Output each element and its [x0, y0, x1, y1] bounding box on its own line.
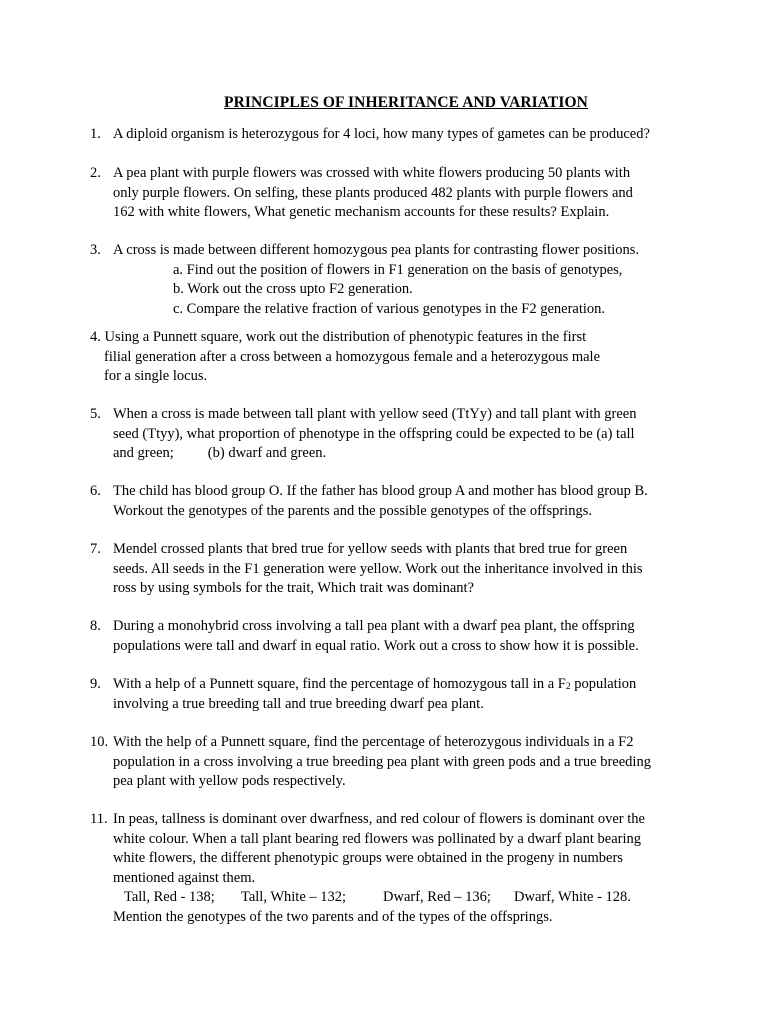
question-number: 7. — [90, 541, 101, 557]
question-text: During a monohybrid cross involving a tall pea plant with a dwarf pea plant, the offspring — [113, 618, 635, 634]
question-text: A pea plant with purple flowers was crossed with white flowers producing 50 plants with — [113, 165, 631, 181]
question-1 — [90, 125, 690, 145]
question-text: populations were tall and dwarf in equal ratio. Work out a cross to show how it is possible. — [113, 637, 639, 654]
question-text: and green; — [113, 445, 174, 461]
question-text: population — [570, 676, 637, 692]
question-2 — [90, 164, 690, 223]
question-text: population in a cross involving a true breeding pea plant with green pods and a true breeding — [113, 753, 651, 770]
count-dwarf-red: Dwarf, Red – 136; — [383, 889, 491, 905]
question-text: With a help of a Punnett square, find the percentage of homozygous tall in a F — [113, 676, 566, 692]
question-text: white colour. When a tall plant bearing red flowers was pollinated by a dwarf plant bearing — [113, 830, 642, 847]
question-text: Workout the genotypes of the parents and the possible genotypes of the offsprings. — [113, 502, 592, 519]
subscript: 2 — [565, 682, 571, 692]
question-text: In peas, tallness is dominant over dwarfness, and red colour of flowers is dominant over the — [113, 811, 645, 827]
question-8 — [90, 617, 690, 656]
question-number: 4. — [90, 329, 101, 345]
question-text: A cross is made between different homozygous pea plants for contrasting flower positions. — [113, 242, 640, 258]
question-number: 11. — [90, 811, 108, 827]
question-6 — [90, 482, 690, 521]
question-text: involving a true breeding tall and true breeding dwarf pea plant. — [113, 695, 484, 712]
sub-question-b: b. Work out the cross upto F2 generation. — [173, 281, 413, 297]
sub-question-a: a. Find out the position of flowers in F1 generation on the basis of genotypes, — [173, 261, 623, 278]
question-4 — [90, 328, 690, 387]
question-text: white flowers, the different phenotypic groups were obtained in the progeny in numbers — [113, 850, 623, 866]
question-text: seeds. All seeds in the F1 generation were yellow. Work out the inheritance involved in this — [113, 560, 643, 577]
count-tall-red: Tall, Red - 138; — [124, 889, 215, 905]
question-text: only purple flowers. On selfing, these plants produced 482 plants with purple flowers and — [113, 184, 633, 201]
question-5 — [90, 405, 690, 464]
question-text: seed (Ttyy), what proportion of phenotype in the offspring could be expected to be (a) tall — [113, 425, 635, 442]
question-number: 5. — [90, 406, 101, 422]
question-text: mentioned against them. — [113, 869, 256, 886]
question-number: 6. — [90, 483, 101, 499]
question-9 — [90, 675, 690, 714]
question-text: With the help of a Punnett square, find the percentage of heterozygous individuals in a F2 — [113, 734, 634, 750]
sub-question-c: c. Compare the relative fraction of various genotypes in the F2 generation. — [173, 300, 606, 317]
question-text: Mention the genotypes of the two parents and of the types of the offsprings. — [113, 908, 553, 925]
question-number: 3. — [90, 242, 101, 258]
question-number: 2. — [90, 165, 101, 181]
page-title: PRINCIPLES OF INHERITANCE AND VARIATION — [224, 94, 588, 111]
question-10 — [90, 733, 690, 792]
question-number: 9. — [90, 676, 101, 692]
question-text: When a cross is made between tall plant with yellow seed (TtYy) and tall plant with green — [113, 406, 637, 422]
question-7 — [90, 540, 690, 599]
question-text: ross by using symbols for the trait, Which trait was dominant? — [113, 580, 474, 596]
question-text: Using a Punnett square, work out the distribution of phenotypic features in the first — [104, 329, 587, 345]
question-text: The child has blood group O. If the father has blood group A and mother has blood group B. — [113, 483, 648, 499]
count-dwarf-white: Dwarf, White - 128. — [514, 889, 631, 905]
question-text: for a single locus. — [104, 368, 208, 384]
count-tall-white: Tall, White – 132; — [241, 889, 347, 905]
question-text: filial generation after a cross between a homozygous female and a heterozygous male — [104, 348, 601, 365]
question-text: Mendel crossed plants that bred true for yellow seeds with plants that bred true for green — [113, 541, 628, 557]
question-11 — [90, 810, 690, 927]
question-text: A diploid organism is heterozygous for 4 loci, how many types of gametes can be produced? — [113, 126, 650, 142]
question-3 — [90, 241, 690, 319]
question-text: (b) dwarf and green. — [207, 445, 327, 461]
phenotype-counts — [124, 888, 690, 908]
question-text: 162 with white flowers, What genetic mechanism accounts for these results? Explain. — [113, 204, 610, 220]
question-text: pea plant with yellow pods respectively. — [113, 773, 346, 789]
question-number: 8. — [90, 618, 101, 634]
question-number: 10. — [90, 734, 109, 750]
question-number: 1. — [90, 126, 101, 142]
